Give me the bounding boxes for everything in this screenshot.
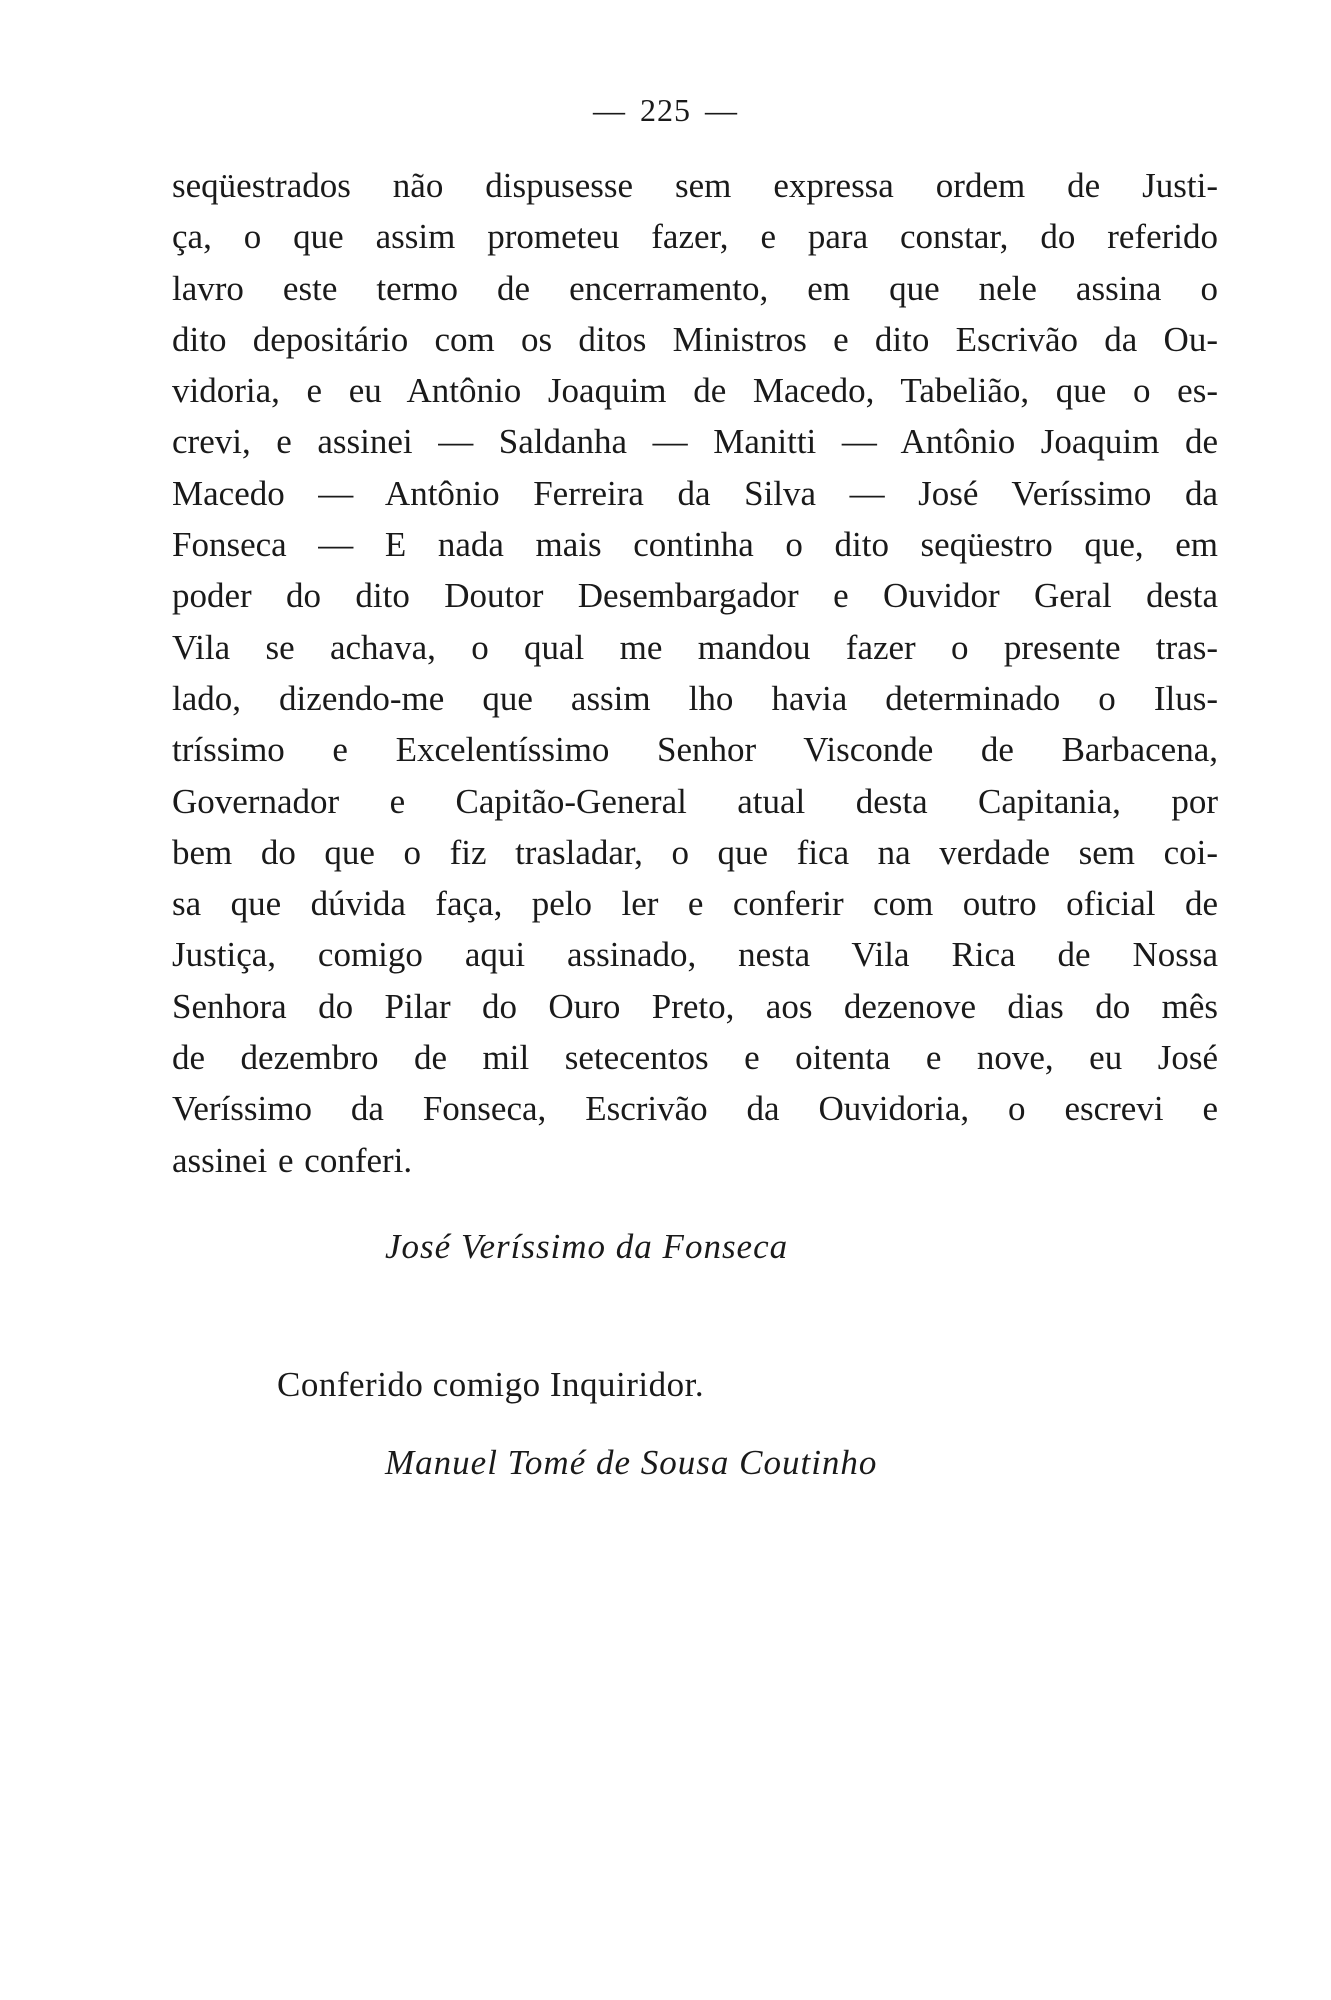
text-line: vidoria, e eu Antônio Joaquim de Macedo, Tabelião, que o es-: [172, 371, 1218, 411]
page-number-dash-left: —: [593, 92, 626, 128]
text-line: Governador e Capitão-General atual desta Capitania, por: [172, 781, 1218, 821]
text-line: poder do dito Doutor Desembargador e Ouvidor Geral desta: [172, 576, 1218, 616]
page-number-header: [0, 92, 1331, 129]
signature-manuel-tome: Manuel Tomé de Sousa Coutinho: [385, 1443, 878, 1482]
text-line: Senhora do Pilar do Ouro Preto, aos dezenove dias do mês: [172, 986, 1218, 1026]
text-line-last: assinei e conferi.: [172, 1140, 413, 1180]
page-number: 225: [640, 92, 691, 128]
text-line: Justiça, comigo aqui assinado, nesta Vila Rica de Nossa: [172, 935, 1218, 975]
text-line: lavro este termo de encerramento, em que nele assina o: [172, 268, 1218, 308]
text-line: Veríssimo da Fonseca, Escrivão da Ouvidoria, o escrevi e: [172, 1089, 1218, 1129]
text-line: seqüestrados não dispusesse sem expressa ordem de Justi-: [172, 166, 1218, 205]
signature-jose-verissimo: José Veríssimo da Fonseca: [385, 1227, 789, 1266]
page-number-dash-right: —: [705, 92, 738, 128]
text-line: Macedo — Antônio Ferreira da Silva — José Veríssimo da: [172, 473, 1218, 513]
text-line: dito depositário com os ditos Ministros e dito Escrivão da Ou-: [172, 319, 1218, 359]
text-line: tríssimo e Excelentíssimo Senhor Visconde de Barbacena,: [172, 730, 1218, 770]
conferido-statement: Conferido comigo Inquiridor.: [277, 1365, 705, 1404]
text-line: ça, o que assim prometeu fazer, e para constar, do referido: [172, 217, 1218, 257]
text-line: Vila se achava, o qual me mandou fazer o presente tras-: [172, 627, 1218, 667]
text-line: bem do que o fiz trasladar, o que fica na verdade sem coi-: [172, 832, 1218, 872]
text-line: Fonseca — E nada mais continha o dito seqüestro que, em: [172, 525, 1218, 565]
text-line: crevi, e assinei — Saldanha — Manitti — Antônio Joaquim de: [172, 422, 1218, 462]
text-line: de dezembro de mil setecentos e oitenta e nove, eu José: [172, 1038, 1218, 1078]
text-line: lado, dizendo-me que assim lho havia determinado o Ilus-: [172, 678, 1218, 718]
text-line: sa que dúvida faça, pelo ler e conferir com outro oficial de: [172, 884, 1218, 924]
body-paragraph: [172, 160, 1218, 1186]
